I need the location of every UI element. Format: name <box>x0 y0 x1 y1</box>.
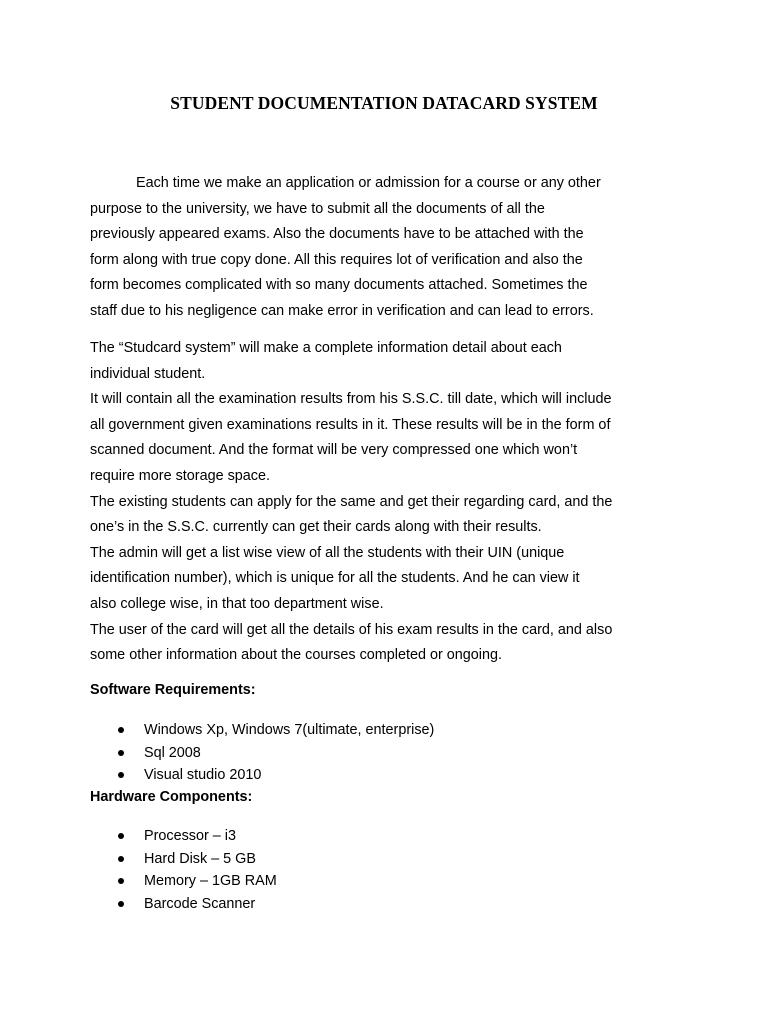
intro-paragraph <box>90 171 601 325</box>
detail-line: identification number), which is unique for all the students. And he can view it <box>90 570 580 587</box>
intro-line: form along with true copy done. All this requires lot of verification and also the <box>90 251 583 268</box>
intro-line: purpose to the university, we have to submit all the documents of all the <box>90 200 545 217</box>
bullet-icon <box>118 878 124 884</box>
intro-line: staff due to his negligence can make error in verification and can lead to errors. <box>90 302 594 319</box>
list-item-text: Barcode Scanner <box>144 895 256 912</box>
list-item <box>118 870 277 893</box>
list-item <box>118 742 434 765</box>
detail-line: The admin will get a list wise view of all the students with their UIN (unique <box>90 544 565 561</box>
intro-line: Each time we make an application or admission for a course or any other <box>136 175 601 191</box>
bullet-icon <box>118 856 124 862</box>
list-item-text: Hard Disk – 5 GB <box>144 850 256 867</box>
list-item <box>118 764 434 787</box>
intro-line: previously appeared exams. Also the documents have to be attached with the <box>90 226 584 243</box>
detail-line: scanned document. And the format will be very compressed one which won’t <box>90 442 578 459</box>
list-item-text: Memory – 1GB RAM <box>144 873 277 889</box>
software-requirements-list <box>118 719 434 787</box>
list-item <box>118 825 277 848</box>
bullet-icon <box>118 750 124 756</box>
detail-line: all government given examinations results in it. These results will be in the form of <box>90 416 611 433</box>
list-item-text: Visual studio 2010 <box>144 767 262 783</box>
detail-line: It will contain all the examination results from his S.S.C. till date, which will include <box>90 391 612 408</box>
detail-line: require more storage space. <box>90 467 270 484</box>
bullet-icon <box>118 833 124 839</box>
hardware-components-list <box>118 825 277 915</box>
bullet-icon <box>118 727 124 733</box>
list-item <box>118 893 277 916</box>
list-item <box>118 848 277 871</box>
detail-line: The “Studcard system” will make a complete information detail about each <box>90 340 562 356</box>
list-item-text: Processor – i3 <box>144 828 236 844</box>
detail-line: The user of the card will get all the details of his exam results in the card, and also <box>90 621 613 638</box>
bullet-icon <box>118 901 124 907</box>
software-requirements-heading: Software Requirements: <box>90 682 256 698</box>
list-item-text: Windows Xp, Windows 7(ultimate, enterprise) <box>144 722 435 738</box>
detail-line: one’s in the S.S.C. currently can get their cards along with their results. <box>90 519 542 536</box>
detail-paragraph <box>90 336 612 669</box>
detail-line: some other information about the courses completed or ongoing. <box>90 647 502 664</box>
bullet-icon <box>118 772 124 778</box>
detail-line: also college wise, in that too department wise. <box>90 595 384 612</box>
detail-line: The existing students can apply for the same and get their regarding card, and the <box>90 493 613 510</box>
list-item-text: Sql 2008 <box>144 744 201 761</box>
detail-line: individual student. <box>90 365 206 382</box>
hardware-components-heading: Hardware Components: <box>90 789 253 805</box>
intro-line: form becomes complicated with so many documents attached. Sometimes the <box>90 277 588 294</box>
document-title: STUDENT DOCUMENTATION DATACARD SYSTEM <box>170 93 598 113</box>
list-item <box>118 719 434 742</box>
